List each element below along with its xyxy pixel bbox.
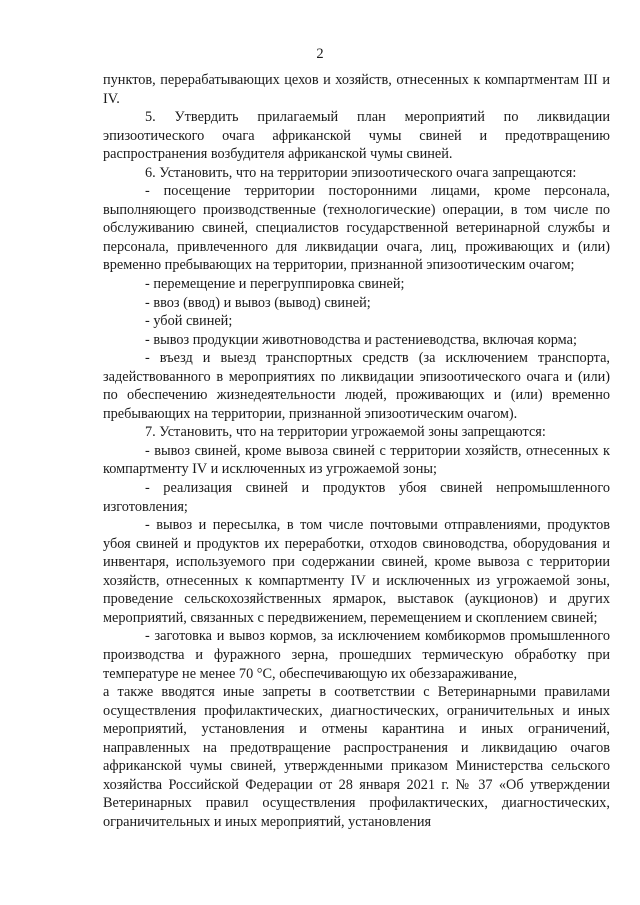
list-item: - посещение территории посторонними лицами, кроме персонала, выполняющего производственные (технологические) операции, в том числе по обслуживанию свиней, специалистов государственной ветеринарной службы и персонала, привлеченного для ликвидации очага, лиц, проживающих и (или) временно пребывающих на территории, признанной эпизоотическим очагом;	[103, 183, 610, 274]
list-item: - вывоз и пересылка, в том числе почтовыми отправлениями, продуктов убоя свиней и продуктов их переработки, отходов свиноводства, оборудования и инвентаря, используемого при содержании свиней, кроме вывоза с территории хозяйств, отнесенных к компартменту IV и исключенных из угрожаемой зоны, проведение сельскохозяйственных ярмарок, выставок (аукционов) и других мероприятий, связанных с передвижением, перемещением и скоплением свиней;	[103, 517, 610, 626]
list-item: - перемещение и перегруппировка свиней;	[145, 276, 405, 293]
list-item: - вывоз свиней, кроме вывоза свиней с территории хозяйств, отнесенных к компартменту IV и исключенных из угрожаемой зоны;	[103, 442, 610, 478]
list-item: - въезд и выезд транспортных средств (за исключением транспорта, задействованного в мероприятиях по ликвидации эпизоотического очага и (или) по обеспечению жизнедеятельности людей, проживающих и (или) временно пребывающих на территории, признанной эпизоотическим очагом).	[103, 350, 610, 422]
list-item: - ввоз (ввод) и вывоз (вывод) свиней;	[145, 294, 371, 311]
page-number: 2	[316, 46, 324, 62]
list-item: - вывоз продукции животноводства и растениеводства, включая корма;	[145, 331, 577, 348]
list-item: - заготовка и вывоз кормов, за исключением комбикормов промышленного производства и фуражного зерна, прошедших термическую обработку при температуре не менее 70 °С, обеспечивающую их обеззараживание,	[103, 628, 610, 682]
document-body	[103, 71, 610, 831]
paragraph-closing: а также вводятся иные запреты в соответствии с Ветеринарными правилами осуществления профилактических, диагностических, ограничительных и иных мероприятий, установления и отмены карантина и иных ограничений, направленных на предотвращение распространения и ликвидацию очагов африканской чумы свиней, утвержденными приказом Министерства сельского хозяйства Российской Федерации от 28 января 2021 г. № 37 «Об утверждении Ветеринарных правил осуществления профилактических, диагностических, ограничительных и иных мероприятий, установления	[103, 684, 610, 830]
list-item: - убой свиней;	[145, 313, 233, 330]
list-item: - реализация свиней и продуктов убоя свиней непромышленного изготовления;	[103, 480, 610, 515]
paragraph-item-7: 7. Установить, что на территории угрожаемой зоны запрещаются:	[145, 424, 546, 441]
paragraph-continuation: пунктов, перерабатывающих цехов и хозяйств, отнесенных к компартментам III и IV.	[103, 72, 610, 107]
paragraph-item-5: 5. Утвердить прилагаемый план мероприятий по ликвидации эпизоотического очага африканской чумы свиней и предотвращению распространения возбудителя африканской чумы свиней.	[103, 109, 610, 163]
paragraph-item-6: 6. Установить, что на территории эпизоотического очага запрещаются:	[145, 164, 577, 181]
